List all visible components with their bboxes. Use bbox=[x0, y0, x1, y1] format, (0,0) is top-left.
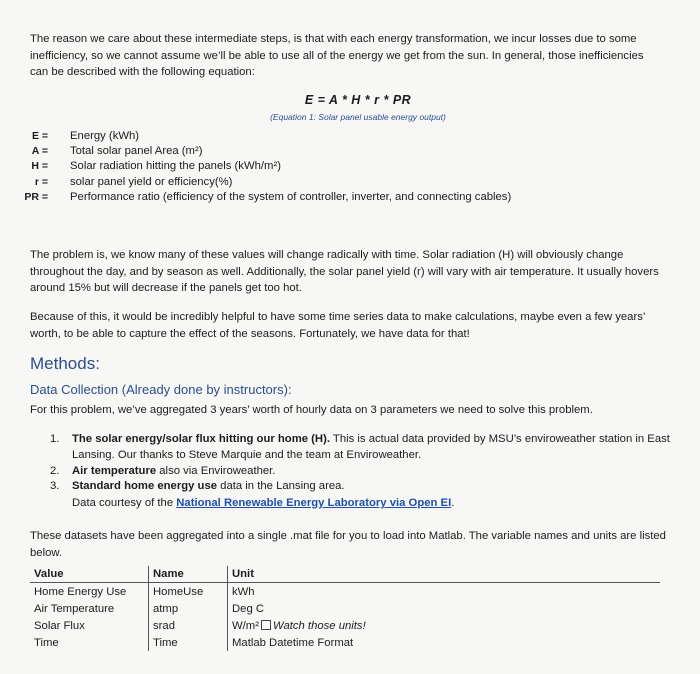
variable-symbol: r = bbox=[34, 175, 48, 188]
list-item bbox=[50, 464, 670, 480]
cell-value: Air Temperature bbox=[34, 602, 115, 615]
list-item bbox=[50, 432, 670, 464]
variable-row bbox=[22, 190, 511, 205]
variable-symbol: E = bbox=[31, 130, 48, 142]
variable-symbol: A = bbox=[31, 145, 48, 158]
courtesy-prefix: Data courtesy of the bbox=[72, 497, 177, 509]
cell-value: Home Energy Use bbox=[34, 585, 127, 598]
courtesy-suffix: . bbox=[451, 497, 455, 509]
equation-formula: E = A * H * r * PR bbox=[304, 93, 412, 107]
list-text bbox=[72, 479, 670, 495]
list-bold-text: The solar energy/solar flux hitting our home (H). bbox=[72, 433, 330, 445]
intro-paragraph: The reason we care about these intermediate steps, is that with each energy transformation, we incur losses due to some inefficiency, so we cannot assume we’ll be able to use all of the energy we get from the sun. In general, those inefficiencies can be described with the following equation: bbox=[30, 33, 644, 78]
variable-definition: Energy (kWh) bbox=[70, 130, 140, 142]
flux-unit: W/m² bbox=[232, 619, 259, 632]
cell-unit: kWh bbox=[228, 583, 661, 601]
variables-table bbox=[30, 566, 660, 651]
header-unit: Unit bbox=[228, 566, 661, 583]
data-courtesy-line bbox=[72, 497, 454, 509]
list-bold-text: Standard home energy use bbox=[72, 480, 218, 493]
variable-row bbox=[22, 159, 511, 174]
table-header-row bbox=[30, 566, 660, 583]
list-item bbox=[50, 479, 670, 495]
data-source-list bbox=[50, 432, 670, 495]
list-text bbox=[72, 464, 670, 480]
data-collection-heading: Data Collection (Already done by instructors): bbox=[30, 382, 292, 397]
flux-warning: Watch those units! bbox=[272, 619, 366, 632]
list-number: 1. bbox=[50, 433, 60, 445]
table-row bbox=[30, 617, 660, 634]
list-number: 3. bbox=[50, 480, 60, 493]
problem-paragraph: The problem is, we know many of these values will change radically with time. Solar radiation (H) will obviously change throughout the day, and by season as well. Additionally, the solar panel yield (r) will vary with air temperature. It usually hovers around 15% but will decrease if the panels get too hot. bbox=[30, 249, 659, 294]
variable-symbol: H = bbox=[31, 160, 48, 173]
list-text bbox=[72, 432, 670, 464]
methods-heading: Methods: bbox=[30, 354, 100, 373]
cell-value: Solar Flux bbox=[34, 619, 85, 632]
variable-row bbox=[22, 144, 511, 159]
list-number: 2. bbox=[50, 464, 60, 477]
table-row bbox=[30, 634, 660, 651]
cell-unit-flux bbox=[228, 617, 661, 634]
variable-definition: Total solar panel Area (m²) bbox=[70, 145, 203, 158]
cell-name: srad bbox=[149, 617, 228, 634]
table-row bbox=[30, 583, 660, 601]
table-row bbox=[30, 600, 660, 617]
cell-unit: Matlab Datetime Format bbox=[228, 634, 661, 651]
cell-name: Time bbox=[149, 634, 228, 651]
cell-value: Time bbox=[34, 636, 59, 649]
variable-definitions bbox=[22, 129, 511, 205]
cell-unit: Deg C bbox=[228, 600, 661, 617]
variable-row bbox=[22, 129, 511, 144]
header-value: Value bbox=[30, 566, 149, 583]
missing-glyph-icon bbox=[261, 620, 271, 630]
data-collection-text: For this problem, we’ve aggregated 3 years’ worth of hourly data on 3 parameters we need to solve this problem. bbox=[30, 404, 593, 416]
cell-name: HomeUse bbox=[149, 583, 228, 601]
list-rest-text: data in the Lansing area. bbox=[217, 480, 345, 493]
variable-symbol: PR = bbox=[24, 190, 48, 203]
variable-definition: Solar radiation hitting the panels (kWh/m²) bbox=[70, 160, 281, 173]
variable-row bbox=[22, 175, 511, 190]
list-rest-text: This is actual data provided by MSU’s enviroweather station in East Lansing. Our thanks to Steve Marquie and the team at Enviroweather. bbox=[72, 433, 670, 461]
equation-caption: (Equation 1: Solar panel usable energy output) bbox=[270, 112, 446, 122]
cell-name: atmp bbox=[149, 600, 228, 617]
aggregated-paragraph: These datasets have been aggregated into a single .mat file for you to load into Matlab. The variable names and units are listed below. bbox=[30, 530, 666, 559]
nrel-openei-link[interactable]: National Renewable Energy Laboratory via Open EI bbox=[176, 497, 452, 509]
list-rest-text: also via Enviroweather. bbox=[156, 464, 276, 477]
time-series-paragraph: Because of this, it would be incredibly helpful to have some time series data to make calculations, maybe even a few years’ worth, to be able to capture the effect of the seasons. Fortunately, we have data for that! bbox=[30, 311, 645, 340]
variable-definition: Performance ratio (efficiency of the system of controller, inverter, and connecting cables) bbox=[70, 190, 512, 203]
list-bold-text: Air temperature bbox=[72, 464, 157, 477]
header-name: Name bbox=[149, 566, 228, 583]
variable-definition: solar panel yield or efficiency(%) bbox=[70, 175, 233, 188]
